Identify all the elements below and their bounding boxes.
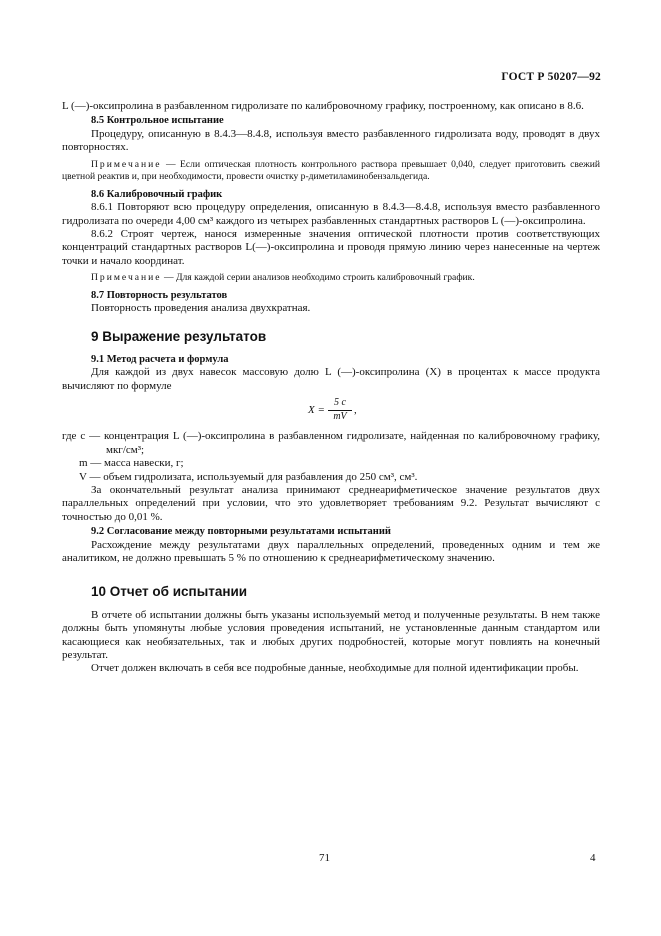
note-text: — Если оптическая плотность контрольного раствора превышает 0,040, следует приготовить свежий цветной реактив и, при необходимости, провести очистку p-диметиламинобензальдегида. (62, 158, 600, 183)
section-10-text-2: Отчет должен включать в себя все подробные данные, необходимые для полной идентификации пробы. (91, 662, 579, 675)
section-8-6-title: 8.6 Калибровочный график (91, 188, 223, 200)
section-8-6-1-text: 8.6.1 Повторяют всю процедуру определения, описанную в 8.4.3—8.4.8, используя вместо разбавленного гидролизата по очереди 4,00 см³ каждого из четырех разбавленных стандартных растворов L (—)-оксипролина. (62, 201, 600, 227)
where-item-m: m — масса навески, г; (79, 457, 184, 470)
final-result-text: За окончательный результат анализа принимают среднеарифметическое значение результатов двух параллельных определений при условии, что это удовлетворяет требованиям 9.2. Результат вычисляют с точностью до 0,01 %. (62, 483, 600, 523)
continued-paragraph: L (—)-оксипролина в разбавленном гидролизате по калибровочному графику, построенному, как описано в 8.6. (62, 100, 584, 112)
section-8-5-title: 8.5 Контрольное испытание (91, 115, 224, 127)
formula-tail: , (354, 404, 357, 417)
page-number: 71 (319, 852, 330, 864)
section-9-2-title: 9.2 Согласование между повторными результатами испытаний (91, 526, 391, 538)
section-9-1-text: Для каждой из двух навесок массовую долю L (—)-оксипролина (X) в процентах к массе продукта вычисляют по формуле (62, 366, 600, 392)
formula-denominator: mV (333, 411, 347, 423)
document-body (62, 100, 600, 676)
section-9-heading: 9 Выражение результатов (91, 328, 267, 344)
note-label: Примечание (91, 272, 162, 284)
section-10-heading: 10 Отчет об испытании (91, 584, 248, 600)
section-8-5-note (62, 159, 600, 184)
note-label: Примечание (91, 158, 162, 170)
section-10-text-1: В отчете об испытании должны быть указаны используемый метод и полученные результаты. В нем также должны быть упомянуты любые условия проведения испытаний, не установленные данным стандартом или касающиеся как необязательных, так и любых других подробностей, которые могут повлиять на конечный результат. (62, 608, 600, 661)
formula-numerator: 5 c (328, 397, 352, 411)
section-8-7-text: Повторность проведения анализа двухкратная. (91, 302, 311, 315)
formula-fraction (328, 397, 352, 423)
formula (62, 396, 600, 426)
standard-header: ГОСТ Р 50207—92 (501, 71, 601, 83)
section-8-5-text: Процедуру, описанную в 8.4.3—8.4.8, используя вместо разбавленного гидролизата воду, проводят в двух повторностях. (62, 127, 600, 154)
where-item-c: где c — концентрация L (—)-оксипролина в разбавленном гидролизате, найденная по калибровочному графику, мкг/см³; (62, 430, 600, 456)
section-8-7-title: 8.7 Повторность результатов (91, 289, 228, 301)
section-8-6-2-text: 8.6.2 Строят чертеж, нанося измеренные значения оптической плотности против соответствующих концентраций стандартных растворов L(—)-оксипролина и проводя прямую линию через нанесенные на чертеж точки и начало координат. (62, 228, 600, 267)
section-8-6-note (62, 272, 600, 285)
note-text: — Для каждой серии анализов необходимо строить калибровочный график. (161, 272, 475, 284)
formula-lhs: X = (308, 404, 325, 417)
section-9-2-text: Расхождение между результатами двух параллельных определений, проведенных одним и тем же аналитиком, не должно превышать 5 % по отношению к среднеарифметическому значению. (62, 538, 600, 564)
section-9-1-title: 9.1 Метод расчета и формула (91, 354, 229, 366)
where-item-v: V — объем гидролизата, используемый для разбавления до 250 см³, см³. (79, 470, 418, 483)
print-number: 4 (590, 852, 596, 864)
